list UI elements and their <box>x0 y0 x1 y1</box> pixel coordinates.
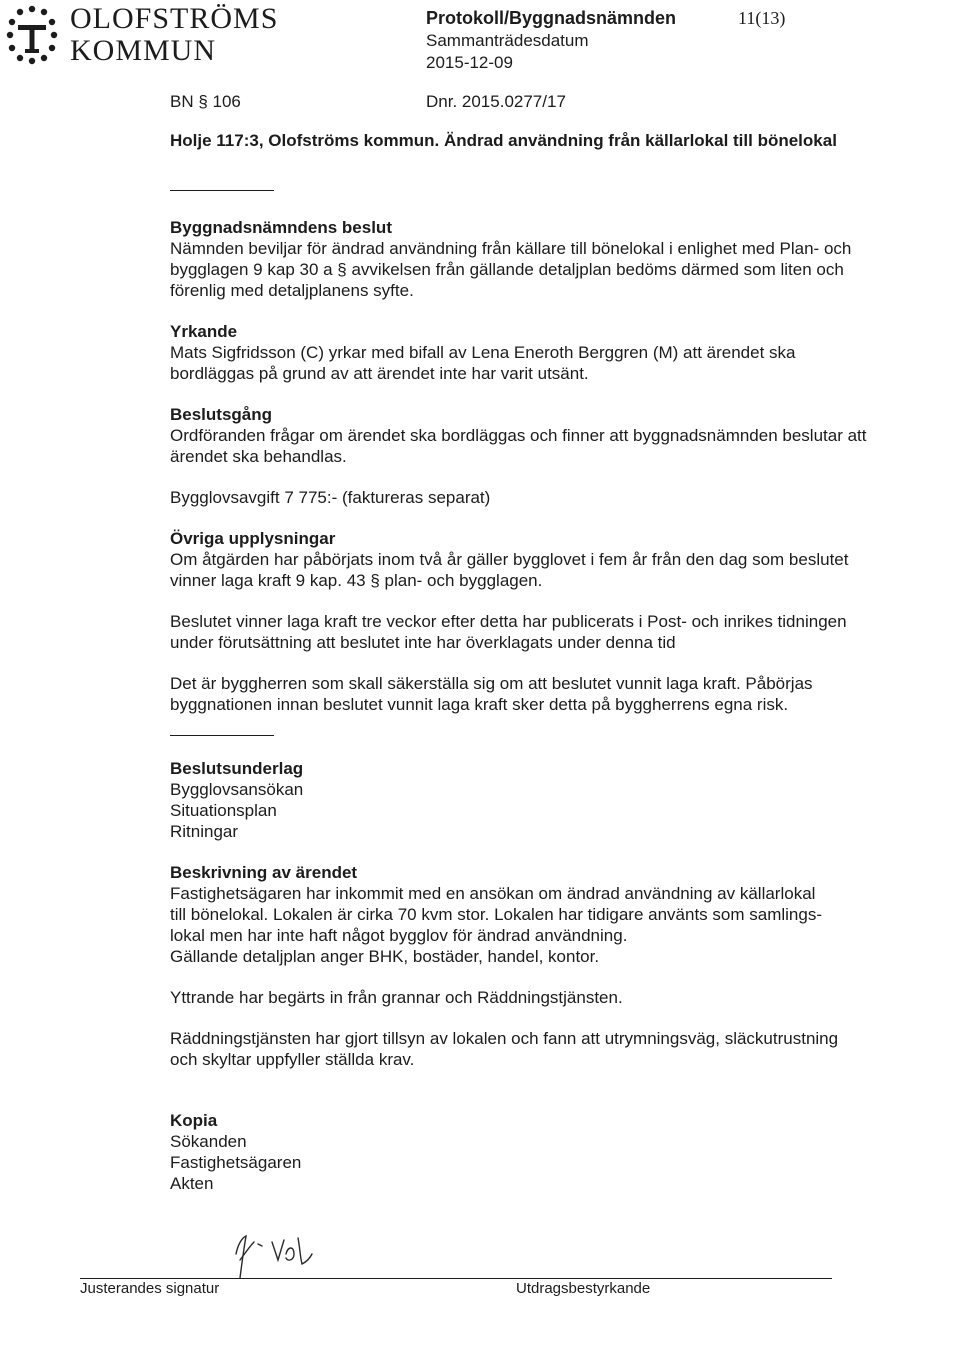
claims-title: Yrkande <box>170 322 238 341</box>
description-line: Gällande detaljplan anger BHK, bostäder, handel, kontor. <box>170 947 600 966</box>
fee-text: Bygglovsavgift 7 775:- (faktureras separat) <box>170 488 491 507</box>
municipality-logo <box>0 0 360 80</box>
basis-item: Ritningar <box>170 822 239 841</box>
registration-number: Dnr. 2015.0277/17 <box>426 92 566 111</box>
document-title: Protokoll/Byggnadsnämnden <box>426 8 677 28</box>
crest-icon <box>4 4 60 68</box>
handwritten-signature <box>228 1224 318 1284</box>
copy-item: Akten <box>170 1174 214 1193</box>
description-line: lokal men har inte haft något bygglov för ändrad användning. <box>170 926 628 945</box>
basis-item: Bygglovsansökan <box>170 780 304 799</box>
procedure-title: Beslutsgång <box>170 405 273 424</box>
description-line: till bönelokal. Lokalen är cirka 70 kvm stor. Lokalen har tidigare använts som samlings- <box>170 905 822 924</box>
basis-item: Situationsplan <box>170 801 277 820</box>
description-line: Fastighetsägaren har inkommit med en ansökan om ändrad användning av källarlokal <box>170 884 816 903</box>
logo-text-line1: OLOFSTRÖMS <box>70 2 279 35</box>
claims-text: Mats Sigfridsson (C) yrkar med bifall av Lena Eneroth Berggren (M) att ärendet ska bordläggas på grund av att ärendet inte har varit utsänt. <box>170 343 796 383</box>
description-title: Beskrivning av ärendet <box>170 863 358 882</box>
description-paragraph: Yttrande har begärts in från grannar och Räddningstjänsten. <box>170 988 623 1007</box>
other-info-paragraph: Beslutet vinner laga kraft tre veckor efter detta har publicerats i Post- och inrikes tidningen under förutsättning att beslutet inte har överklagats under denna tid <box>170 612 847 652</box>
decision-title: Byggnadsnämndens beslut <box>170 218 392 237</box>
other-info-paragraph: Det är byggherren som skall säkerställa sig om att beslutet vunnit laga kraft. Påbörjas byggnationen innan beslutet vunnit laga kraft sker detta på byggherrens egna risk. <box>170 674 813 714</box>
logo-text-line2: KOMMUN <box>70 34 217 67</box>
decision-text: Nämnden beviljar för ändrad användning från källare till bönelokal i enlighet med Plan- och bygglagen 9 kap 30 a § avvikelsen från gällande detaljplan bedöms därmed som liten och förenlig med detaljplanens syfte. <box>170 239 852 300</box>
reviewer-signature-label: Justerandes signatur <box>80 1280 220 1297</box>
copy-item: Fastighetsägaren <box>170 1153 302 1172</box>
certification-label: Utdragsbestyrkande <box>516 1280 651 1297</box>
copy-item: Sökanden <box>170 1132 247 1151</box>
other-info-paragraph: Om åtgärden har påbörjats inom två år gäller bygglovet i fem år från den dag som beslutet vinner laga kraft 9 kap. 43 § plan- och bygglagen. <box>170 550 849 590</box>
meeting-date-label: Sammanträdesdatum <box>426 31 589 50</box>
case-id: BN § 106 <box>170 92 241 111</box>
basis-title: Beslutsunderlag <box>170 759 304 778</box>
other-info-title: Övriga upplysningar <box>170 529 336 548</box>
case-heading: Holje 117:3, Olofströms kommun. Ändrad användning från källarlokal till bönelokal <box>170 131 837 150</box>
page-number: 11(13) <box>738 8 786 28</box>
procedure-text: Ordföranden frågar om ärendet ska bordläggas och finner att byggnadsnämnden beslutar att ärendet ska behandlas. <box>170 426 867 466</box>
signature-line <box>80 1278 832 1279</box>
description-paragraph: Räddningstjänsten har gjort tillsyn av lokalen och fann att utrymningsväg, släckutrustning och skyltar uppfyller ställda krav. <box>170 1029 839 1069</box>
document-body <box>170 130 870 1194</box>
copy-title: Kopia <box>170 1111 218 1130</box>
meeting-date: 2015-12-09 <box>426 53 513 72</box>
